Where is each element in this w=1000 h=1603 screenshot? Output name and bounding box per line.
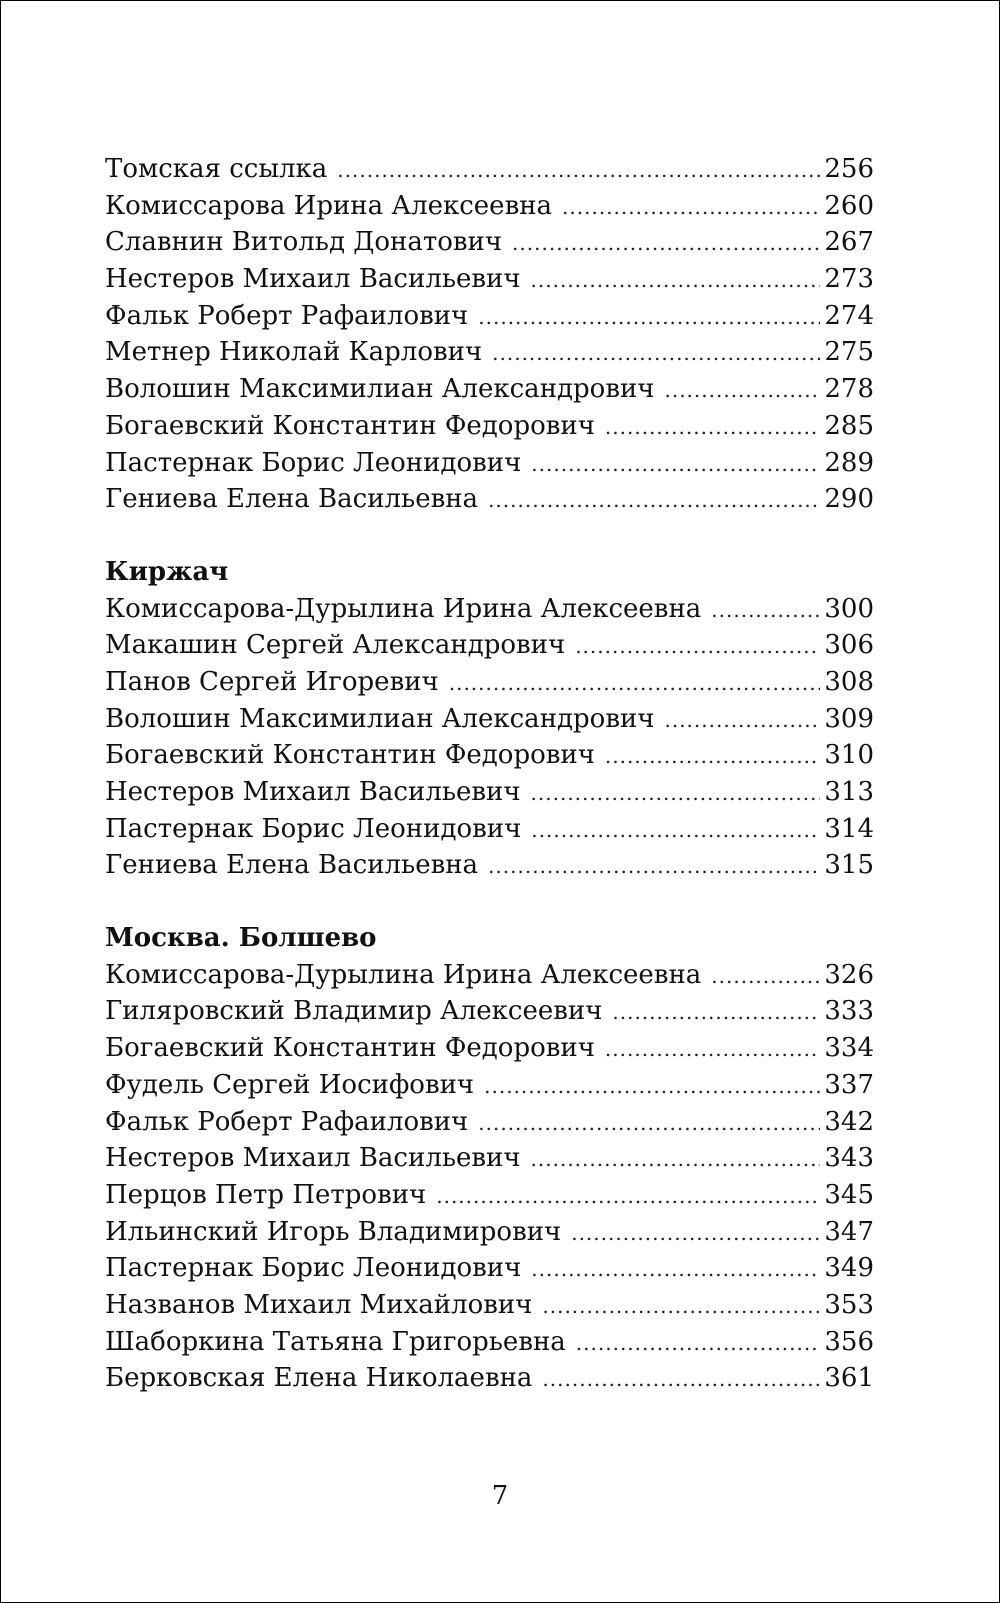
dot-leader	[531, 1141, 821, 1178]
entry-page: 347	[824, 1216, 874, 1247]
section-heading: Москва. Болшево	[105, 923, 377, 954]
entry-page: 306	[824, 630, 874, 661]
entry-page: 356	[824, 1326, 874, 1357]
entry-page: 326	[824, 959, 874, 990]
entry-page: 337	[824, 1069, 874, 1100]
dot-leader	[531, 775, 821, 812]
toc-entry	[105, 664, 874, 701]
entry-name: Томская ссылка	[105, 154, 328, 184]
entry-page: 285	[824, 410, 874, 441]
toc-entry	[105, 188, 874, 225]
entry-name: Славнин Витольд Донатович	[105, 227, 503, 258]
dot-leader	[488, 848, 820, 885]
entry-name: Гениева Елена Васильевна	[105, 850, 479, 881]
toc-entry	[105, 737, 874, 774]
dot-leader	[512, 225, 820, 262]
entry-name: Богаевский Константин Федорович	[105, 1033, 595, 1064]
page-number: 7	[491, 1481, 509, 1511]
entry-page: 333	[824, 996, 874, 1027]
toc-entry	[105, 1324, 874, 1361]
toc-entry	[105, 1287, 874, 1324]
section-spacer	[105, 884, 874, 920]
toc-entry	[105, 1104, 874, 1141]
toc-entry	[105, 224, 874, 261]
toc-entry	[105, 774, 874, 811]
toc-section	[105, 554, 874, 884]
dot-leader	[664, 372, 820, 409]
entry-name: Гиляровский Владимир Алексеевич	[105, 996, 603, 1027]
entry-name: Гениева Елена Васильевна	[105, 484, 479, 515]
entry-name: Ильинский Игорь Владимирович	[105, 1216, 562, 1247]
dot-leader	[478, 299, 820, 336]
entry-name: Комиссарова-Дурылина Ирина Алексеевна	[105, 593, 702, 624]
entry-page: 310	[824, 740, 874, 771]
dot-leader	[531, 1251, 820, 1288]
entry-name: Пастернак Борис Леонидович	[105, 447, 522, 478]
dot-leader	[711, 958, 820, 995]
dot-leader	[488, 482, 820, 519]
toc-entry	[105, 298, 874, 335]
dot-leader	[531, 446, 820, 483]
entry-name: Фудель Сергей Иосифович	[105, 1069, 475, 1100]
dot-leader	[664, 702, 820, 739]
toc-entry	[105, 151, 874, 188]
entry-page: 289	[824, 447, 874, 478]
entry-page: 274	[824, 300, 874, 331]
toc-entry	[105, 1250, 874, 1287]
entry-name: Волошин Максимилиан Александрович	[105, 374, 655, 405]
toc-entry	[105, 1360, 874, 1397]
dot-leader	[337, 152, 820, 189]
entry-name: Богаевский Константин Федорович	[105, 740, 595, 771]
entry-name: Богаевский Константин Федорович	[105, 410, 595, 441]
entry-name: Метнер Николай Карлович	[105, 337, 483, 368]
entry-page: 290	[824, 484, 874, 515]
toc-entry	[105, 993, 874, 1030]
entry-page: 308	[824, 666, 874, 697]
toc-entry	[105, 445, 874, 482]
toc-entry	[105, 481, 874, 518]
entry-name: Нестеров Михаил Васильевич	[105, 1143, 521, 1174]
entry-name: Фальк Роберт Рафаилович	[105, 300, 469, 331]
toc-entry	[105, 371, 874, 408]
dot-leader	[449, 665, 821, 702]
toc-entry	[105, 334, 874, 371]
entry-name: Макашин Сергей Александрович	[105, 630, 566, 661]
toc-entry	[105, 701, 874, 738]
entry-name: Пастернак Борис Леонидович	[105, 1253, 522, 1284]
entry-page: 313	[824, 777, 874, 807]
entry-page: 278	[824, 374, 874, 405]
dot-leader	[484, 1068, 820, 1105]
dot-leader	[575, 628, 820, 665]
entry-name: Волошин Максимилиан Александрович	[105, 703, 655, 734]
toc-entry	[105, 261, 874, 298]
entry-page: 334	[824, 1033, 874, 1064]
entry-name: Нестеров Михаил Васильевич	[105, 777, 521, 807]
entry-name: Фальк Роберт Рафаилович	[105, 1106, 469, 1137]
entry-name: Названов Михаил Михайлович	[105, 1289, 533, 1320]
entry-name: Шаборкина Татьяна Григорьевна	[105, 1326, 566, 1357]
entry-name: Берковская Елена Николаевна	[105, 1363, 533, 1394]
entry-name: Комиссарова-Дурылина Ирина Алексеевна	[105, 959, 702, 990]
dot-leader	[605, 738, 820, 775]
entry-page: 267	[824, 227, 874, 258]
dot-leader	[531, 262, 821, 299]
entry-page: 275	[824, 337, 874, 368]
toc-entry	[105, 1067, 874, 1104]
section-heading: Киржач	[105, 556, 229, 587]
entry-name: Панов Сергей Игоревич	[105, 666, 439, 697]
entry-page: 361	[824, 1363, 874, 1394]
dot-leader	[542, 1361, 820, 1398]
dot-leader	[478, 1105, 820, 1142]
toc-entry	[105, 811, 874, 848]
dot-leader	[436, 1178, 820, 1215]
entry-page: 342	[824, 1106, 874, 1137]
dot-leader	[612, 994, 820, 1031]
toc-entry	[105, 847, 874, 884]
dot-leader	[531, 812, 820, 849]
toc-entry	[105, 408, 874, 445]
entry-name: Перцов Петр Петрович	[105, 1179, 427, 1210]
entry-page: 314	[824, 813, 874, 844]
dot-leader	[605, 1031, 820, 1068]
dot-leader	[711, 592, 820, 629]
entry-page: 309	[824, 703, 874, 734]
entry-page: 300	[824, 593, 874, 624]
entry-name: Пастернак Борис Леонидович	[105, 813, 522, 844]
entry-page: 343	[824, 1143, 874, 1174]
toc-entry	[105, 957, 874, 994]
dot-leader	[571, 1215, 820, 1252]
entry-page: 273	[824, 264, 874, 295]
entry-page: 345	[824, 1179, 874, 1210]
table-of-contents	[105, 151, 874, 1397]
toc-entry	[105, 627, 874, 664]
toc-section	[105, 151, 874, 518]
toc-entry	[105, 1140, 874, 1177]
toc-entry	[105, 591, 874, 628]
dot-leader	[492, 335, 820, 372]
entry-page: 260	[824, 190, 874, 221]
toc-entry	[105, 1214, 874, 1251]
entry-page: 349	[824, 1253, 874, 1284]
entry-page: 256	[824, 154, 874, 184]
dot-leader	[576, 1325, 821, 1362]
dot-leader	[562, 189, 820, 226]
toc-section	[105, 920, 874, 1397]
entry-name: Комиссарова Ирина Алексеевна	[105, 190, 553, 221]
toc-entry	[105, 1030, 874, 1067]
entry-name: Нестеров Михаил Васильевич	[105, 264, 521, 295]
entry-page: 315	[824, 850, 874, 881]
entry-page: 353	[824, 1289, 874, 1320]
section-spacer	[105, 518, 874, 554]
toc-entry	[105, 1177, 874, 1214]
dot-leader	[542, 1288, 820, 1325]
dot-leader	[605, 409, 820, 446]
